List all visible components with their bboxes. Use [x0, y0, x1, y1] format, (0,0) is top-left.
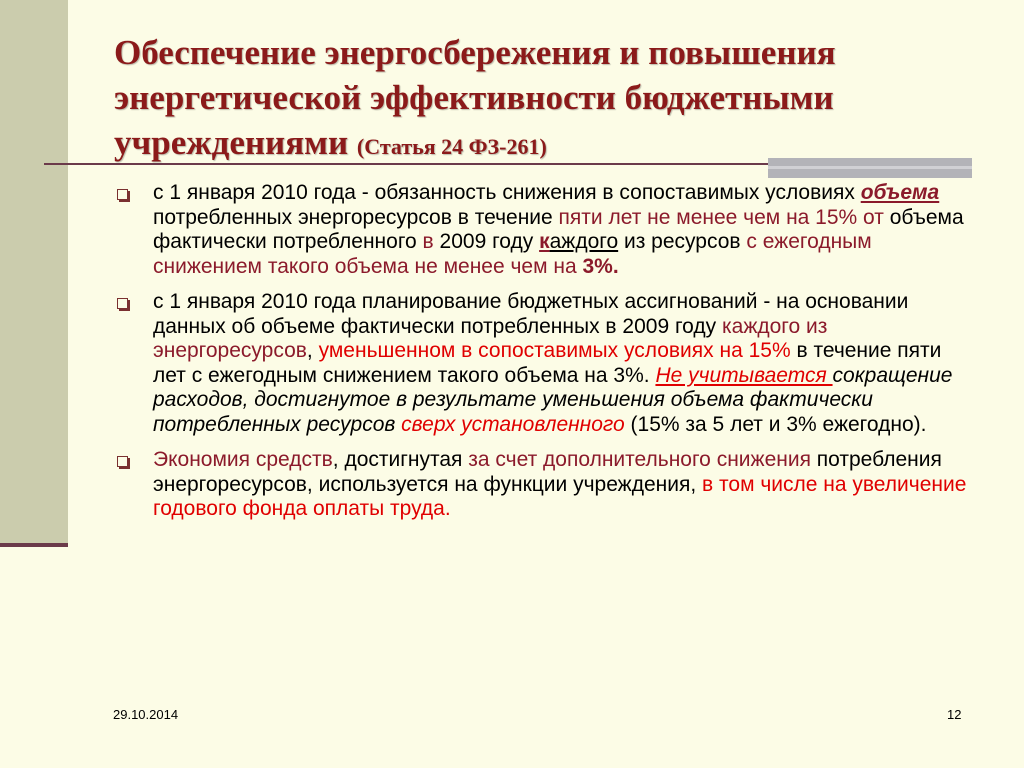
bullet-text-underlined: аждого: [549, 230, 619, 253]
bullet-text-emphasis: Не учитывается: [655, 363, 833, 387]
bullet-text-emphasis: к: [539, 230, 550, 253]
bullet-text: 2009 году: [433, 230, 540, 253]
checkbox-bullet-icon: [117, 189, 128, 200]
bullet-text-highlight: пяти лет не менее чем на 15% от: [558, 205, 884, 229]
bullet-item-1: [116, 181, 976, 279]
title-article: (Статья 24 ФЗ-261): [356, 134, 547, 159]
bullet-text: ,: [306, 339, 319, 362]
slide-number: 12: [947, 707, 962, 722]
bullet-text: с 1 января 2010 года - обязанность снижения в сопоставимых условиях: [153, 181, 861, 204]
checkbox-bullet-icon: [117, 456, 128, 467]
bullet-text-highlight: с ежегодным снижением такого объема не менее чем на: [153, 230, 872, 278]
bullet-text-highlight: сверх установленного: [401, 412, 625, 436]
bullet-text: с 1 января 2010 года планирование бюджетных ассигнований - на основании данных об объеме фактически потребленных в 2009 году: [153, 290, 909, 338]
bullet-text-italic: сокращение расходов, достигнутое в результате уменьшения объема фактически потребленных ресурсов: [153, 363, 953, 436]
bullet-item-3: [116, 448, 976, 522]
bullet-text-highlight: в том числе на увеличение годового фонда оплаты труда.: [153, 472, 967, 520]
bullet-text: потребленных энергоресурсов в течение: [153, 205, 559, 229]
bullet-text-emphasis: 3%.: [582, 254, 619, 278]
bullet-text-highlight: в: [422, 230, 434, 253]
left-decorative-bar: [0, 0, 68, 546]
bullet-item-2: [116, 290, 976, 437]
bullet-list: [116, 181, 976, 533]
bullet-text: , достигнутая: [332, 448, 469, 471]
bullet-text: потребления энергоресурсов, используется на функции учреждения,: [153, 448, 942, 496]
slide-title: [114, 30, 994, 169]
bullet-text: (15% за 5 лет и 3% ежегодно).: [624, 412, 927, 436]
bullet-text-highlight: Экономия средств: [153, 448, 333, 471]
left-bar-divider: [0, 543, 68, 547]
bullet-text-emphasis: объема: [860, 181, 940, 204]
bullet-text: объема фактически потребленного: [153, 205, 964, 253]
checkbox-bullet-icon: [117, 298, 128, 309]
bullet-text: из ресурсов: [618, 230, 747, 253]
bullet-text-highlight: уменьшенном в сопоставимых условиях на 15%: [318, 339, 791, 362]
bullet-text-highlight: каждого из энергоресурсов: [153, 314, 828, 362]
bullet-text: в течение пяти лет с ежегодным снижением такого объема на 3%.: [153, 339, 942, 387]
footer-date: 29.10.2014: [113, 707, 179, 722]
bullet-text-highlight: за счет дополнительного снижения: [468, 448, 811, 471]
title-main: Обеспечение энергосбережения и повышения энергетической эффективности бюджетными учреждениями: [114, 33, 836, 162]
